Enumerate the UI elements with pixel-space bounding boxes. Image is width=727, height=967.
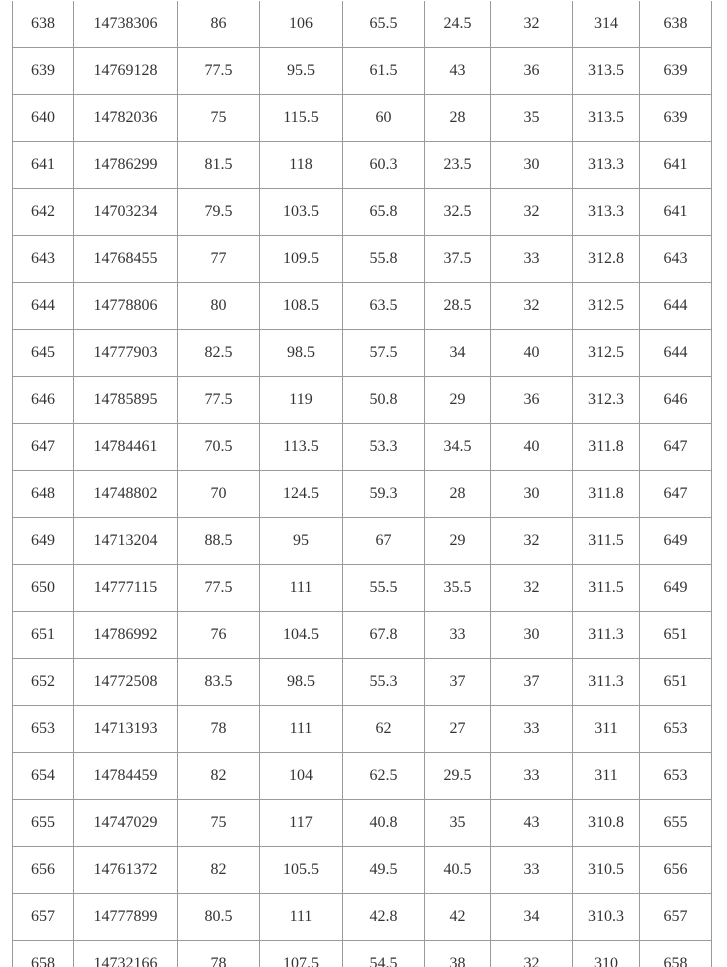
- table-cell: 98.5: [260, 659, 343, 706]
- table-cell: 310.3: [573, 894, 640, 941]
- table-cell: 111: [260, 565, 343, 612]
- table-cell: 647: [640, 471, 712, 518]
- table-cell: 29.5: [425, 753, 491, 800]
- table-cell: 14769128: [74, 48, 178, 95]
- table-row: [13, 471, 712, 518]
- table-cell: 77: [178, 236, 260, 283]
- table-row: [13, 612, 712, 659]
- table-cell: 75: [178, 800, 260, 847]
- table-cell: 42.8: [343, 894, 425, 941]
- table-cell: 63.5: [343, 283, 425, 330]
- table-cell: 655: [13, 800, 74, 847]
- table-cell: 644: [13, 283, 74, 330]
- table-cell: 312.5: [573, 283, 640, 330]
- table-cell: 648: [13, 471, 74, 518]
- table-cell: 657: [13, 894, 74, 941]
- table-cell: 14784461: [74, 424, 178, 471]
- table-cell: 53.3: [343, 424, 425, 471]
- table-cell: 30: [491, 612, 573, 659]
- table-cell: 650: [13, 565, 74, 612]
- table-cell: 77.5: [178, 565, 260, 612]
- table-cell: 82.5: [178, 330, 260, 377]
- table-cell: 641: [13, 142, 74, 189]
- table-cell: 34: [425, 330, 491, 377]
- table-cell: 33: [491, 236, 573, 283]
- table-cell: 313.5: [573, 48, 640, 95]
- table-cell: 14777899: [74, 894, 178, 941]
- table-row: [13, 95, 712, 142]
- table-cell: 14713193: [74, 706, 178, 753]
- table-cell: 651: [640, 659, 712, 706]
- table-row: [13, 48, 712, 95]
- table-cell: 55.5: [343, 565, 425, 612]
- table-cell: 37.5: [425, 236, 491, 283]
- table-cell: 54.5: [343, 941, 425, 967]
- table-row: [13, 283, 712, 330]
- table-cell: 67: [343, 518, 425, 565]
- table-cell: 641: [640, 142, 712, 189]
- table-cell: 33: [491, 706, 573, 753]
- table-cell: 639: [640, 95, 712, 142]
- table-cell: 32: [491, 189, 573, 236]
- table-cell: 28.5: [425, 283, 491, 330]
- table-cell: 40.8: [343, 800, 425, 847]
- table-cell: 639: [640, 48, 712, 95]
- table-cell: 42: [425, 894, 491, 941]
- table-cell: 644: [640, 283, 712, 330]
- table-cell: 107.5: [260, 941, 343, 967]
- table-cell: 79.5: [178, 189, 260, 236]
- table-cell: 644: [640, 330, 712, 377]
- table-cell: 312.3: [573, 377, 640, 424]
- table-cell: 77.5: [178, 377, 260, 424]
- table-cell: 640: [13, 95, 74, 142]
- table-cell: 14786992: [74, 612, 178, 659]
- table-cell: 645: [13, 330, 74, 377]
- table-cell: 82: [178, 847, 260, 894]
- table-cell: 311.8: [573, 424, 640, 471]
- table-cell: 658: [13, 941, 74, 967]
- table-row: [13, 424, 712, 471]
- table-cell: 37: [491, 659, 573, 706]
- table-cell: 105.5: [260, 847, 343, 894]
- table-cell: 32: [491, 941, 573, 967]
- table-cell: 40: [491, 424, 573, 471]
- table-row: [13, 377, 712, 424]
- table-cell: 312.8: [573, 236, 640, 283]
- table-cell: 14786299: [74, 142, 178, 189]
- table-cell: 35: [491, 95, 573, 142]
- table-row: [13, 753, 712, 800]
- table-cell: 649: [640, 518, 712, 565]
- table-cell: 115.5: [260, 95, 343, 142]
- table-cell: 50.8: [343, 377, 425, 424]
- table-cell: 111: [260, 706, 343, 753]
- table-row: [13, 659, 712, 706]
- table-cell: 657: [640, 894, 712, 941]
- table-cell: 313.3: [573, 142, 640, 189]
- table-cell: 70.5: [178, 424, 260, 471]
- table-cell: 23.5: [425, 142, 491, 189]
- table-cell: 656: [13, 847, 74, 894]
- table-row: [13, 330, 712, 377]
- table-cell: 30: [491, 142, 573, 189]
- table-cell: 35: [425, 800, 491, 847]
- table-cell: 653: [640, 753, 712, 800]
- table-cell: 109.5: [260, 236, 343, 283]
- table-cell: 88.5: [178, 518, 260, 565]
- table-cell: 43: [425, 48, 491, 95]
- table-cell: 117: [260, 800, 343, 847]
- table-cell: 310: [573, 941, 640, 967]
- table-row: [13, 142, 712, 189]
- table-cell: 55.3: [343, 659, 425, 706]
- table-row: [13, 941, 712, 967]
- table-cell: 59.3: [343, 471, 425, 518]
- table-cell: 34: [491, 894, 573, 941]
- table-cell: 82: [178, 753, 260, 800]
- table-cell: 653: [640, 706, 712, 753]
- table-cell: 313.3: [573, 189, 640, 236]
- table-cell: 113.5: [260, 424, 343, 471]
- table-cell: 28: [425, 471, 491, 518]
- table-cell: 311: [573, 753, 640, 800]
- table-cell: 30: [491, 471, 573, 518]
- table-cell: 14782036: [74, 95, 178, 142]
- table-cell: 35.5: [425, 565, 491, 612]
- table-cell: 29: [425, 377, 491, 424]
- table-cell: 70: [178, 471, 260, 518]
- table-cell: 78: [178, 706, 260, 753]
- table-cell: 642: [13, 189, 74, 236]
- table-cell: 14768455: [74, 236, 178, 283]
- table-cell: 646: [640, 377, 712, 424]
- table-cell: 27: [425, 706, 491, 753]
- table-cell: 655: [640, 800, 712, 847]
- table-cell: 40.5: [425, 847, 491, 894]
- table-row: [13, 847, 712, 894]
- table-cell: 14703234: [74, 189, 178, 236]
- table-cell: 646: [13, 377, 74, 424]
- table-cell: 83.5: [178, 659, 260, 706]
- table-cell: 311.5: [573, 565, 640, 612]
- table-cell: 86: [178, 1, 260, 48]
- table-cell: 95.5: [260, 48, 343, 95]
- table-cell: 29: [425, 518, 491, 565]
- table-cell: 32.5: [425, 189, 491, 236]
- table-cell: 311: [573, 706, 640, 753]
- table-cell: 38: [425, 941, 491, 967]
- table-cell: 118: [260, 142, 343, 189]
- table-cell: 14747029: [74, 800, 178, 847]
- table-cell: 656: [640, 847, 712, 894]
- table-cell: 62.5: [343, 753, 425, 800]
- table-cell: 106: [260, 1, 343, 48]
- table-cell: 77.5: [178, 48, 260, 95]
- table-cell: 28: [425, 95, 491, 142]
- table-cell: 647: [13, 424, 74, 471]
- table-cell: 310.8: [573, 800, 640, 847]
- table-row: [13, 894, 712, 941]
- table-cell: 14785895: [74, 377, 178, 424]
- table-cell: 14738306: [74, 1, 178, 48]
- table-cell: 311.8: [573, 471, 640, 518]
- table-cell: 649: [13, 518, 74, 565]
- table-cell: 643: [640, 236, 712, 283]
- table-cell: 75: [178, 95, 260, 142]
- table-cell: 652: [13, 659, 74, 706]
- table-cell: 33: [425, 612, 491, 659]
- table-cell: 65.5: [343, 1, 425, 48]
- table-cell: 104.5: [260, 612, 343, 659]
- table-cell: 32: [491, 565, 573, 612]
- table-cell: 14778806: [74, 283, 178, 330]
- table-cell: 76: [178, 612, 260, 659]
- table-cell: 43: [491, 800, 573, 847]
- table-cell: 65.8: [343, 189, 425, 236]
- table-cell: 36: [491, 377, 573, 424]
- table-cell: 312.5: [573, 330, 640, 377]
- table-cell: 32: [491, 283, 573, 330]
- table-cell: 33: [491, 753, 573, 800]
- table-cell: 639: [13, 48, 74, 95]
- table-row: [13, 236, 712, 283]
- table-cell: 647: [640, 424, 712, 471]
- table-cell: 33: [491, 847, 573, 894]
- table-cell: 658: [640, 941, 712, 967]
- table-cell: 651: [640, 612, 712, 659]
- table-cell: 651: [13, 612, 74, 659]
- table-cell: 60: [343, 95, 425, 142]
- table-cell: 643: [13, 236, 74, 283]
- score-table-body: [13, 1, 712, 967]
- table-cell: 313.5: [573, 95, 640, 142]
- table-cell: 653: [13, 706, 74, 753]
- table-cell: 108.5: [260, 283, 343, 330]
- table-cell: 311.3: [573, 659, 640, 706]
- table-cell: 67.8: [343, 612, 425, 659]
- table-cell: 55.8: [343, 236, 425, 283]
- table-cell: 78: [178, 941, 260, 967]
- table-cell: 311.3: [573, 612, 640, 659]
- table-cell: 314: [573, 1, 640, 48]
- table-cell: 49.5: [343, 847, 425, 894]
- table-cell: 14761372: [74, 847, 178, 894]
- table-row: [13, 706, 712, 753]
- table-row: [13, 189, 712, 236]
- table-cell: 14772508: [74, 659, 178, 706]
- table-cell: 103.5: [260, 189, 343, 236]
- table-row: [13, 1, 712, 48]
- table-cell: 654: [13, 753, 74, 800]
- table-cell: 14777903: [74, 330, 178, 377]
- table-cell: 36: [491, 48, 573, 95]
- table-cell: 649: [640, 565, 712, 612]
- table-cell: 32: [491, 1, 573, 48]
- table-cell: 60.3: [343, 142, 425, 189]
- table-cell: 119: [260, 377, 343, 424]
- score-table: [12, 1, 712, 967]
- table-cell: 14748802: [74, 471, 178, 518]
- table-cell: 124.5: [260, 471, 343, 518]
- table-cell: 638: [640, 1, 712, 48]
- table-row: [13, 800, 712, 847]
- table-cell: 34.5: [425, 424, 491, 471]
- table-cell: 14784459: [74, 753, 178, 800]
- table-cell: 57.5: [343, 330, 425, 377]
- table-cell: 641: [640, 189, 712, 236]
- table-cell: 37: [425, 659, 491, 706]
- table-cell: 311.5: [573, 518, 640, 565]
- table-cell: 24.5: [425, 1, 491, 48]
- table-row: [13, 565, 712, 612]
- table-cell: 32: [491, 518, 573, 565]
- table-cell: 80: [178, 283, 260, 330]
- table-cell: 80.5: [178, 894, 260, 941]
- table-cell: 14777115: [74, 565, 178, 612]
- table-cell: 14713204: [74, 518, 178, 565]
- table-cell: 62: [343, 706, 425, 753]
- table-cell: 310.5: [573, 847, 640, 894]
- table-row: [13, 518, 712, 565]
- table-cell: 95: [260, 518, 343, 565]
- table-cell: 104: [260, 753, 343, 800]
- table-cell: 40: [491, 330, 573, 377]
- table-cell: 111: [260, 894, 343, 941]
- table-cell: 14732166: [74, 941, 178, 967]
- table-cell: 81.5: [178, 142, 260, 189]
- table-cell: 638: [13, 1, 74, 48]
- table-cell: 98.5: [260, 330, 343, 377]
- table-cell: 61.5: [343, 48, 425, 95]
